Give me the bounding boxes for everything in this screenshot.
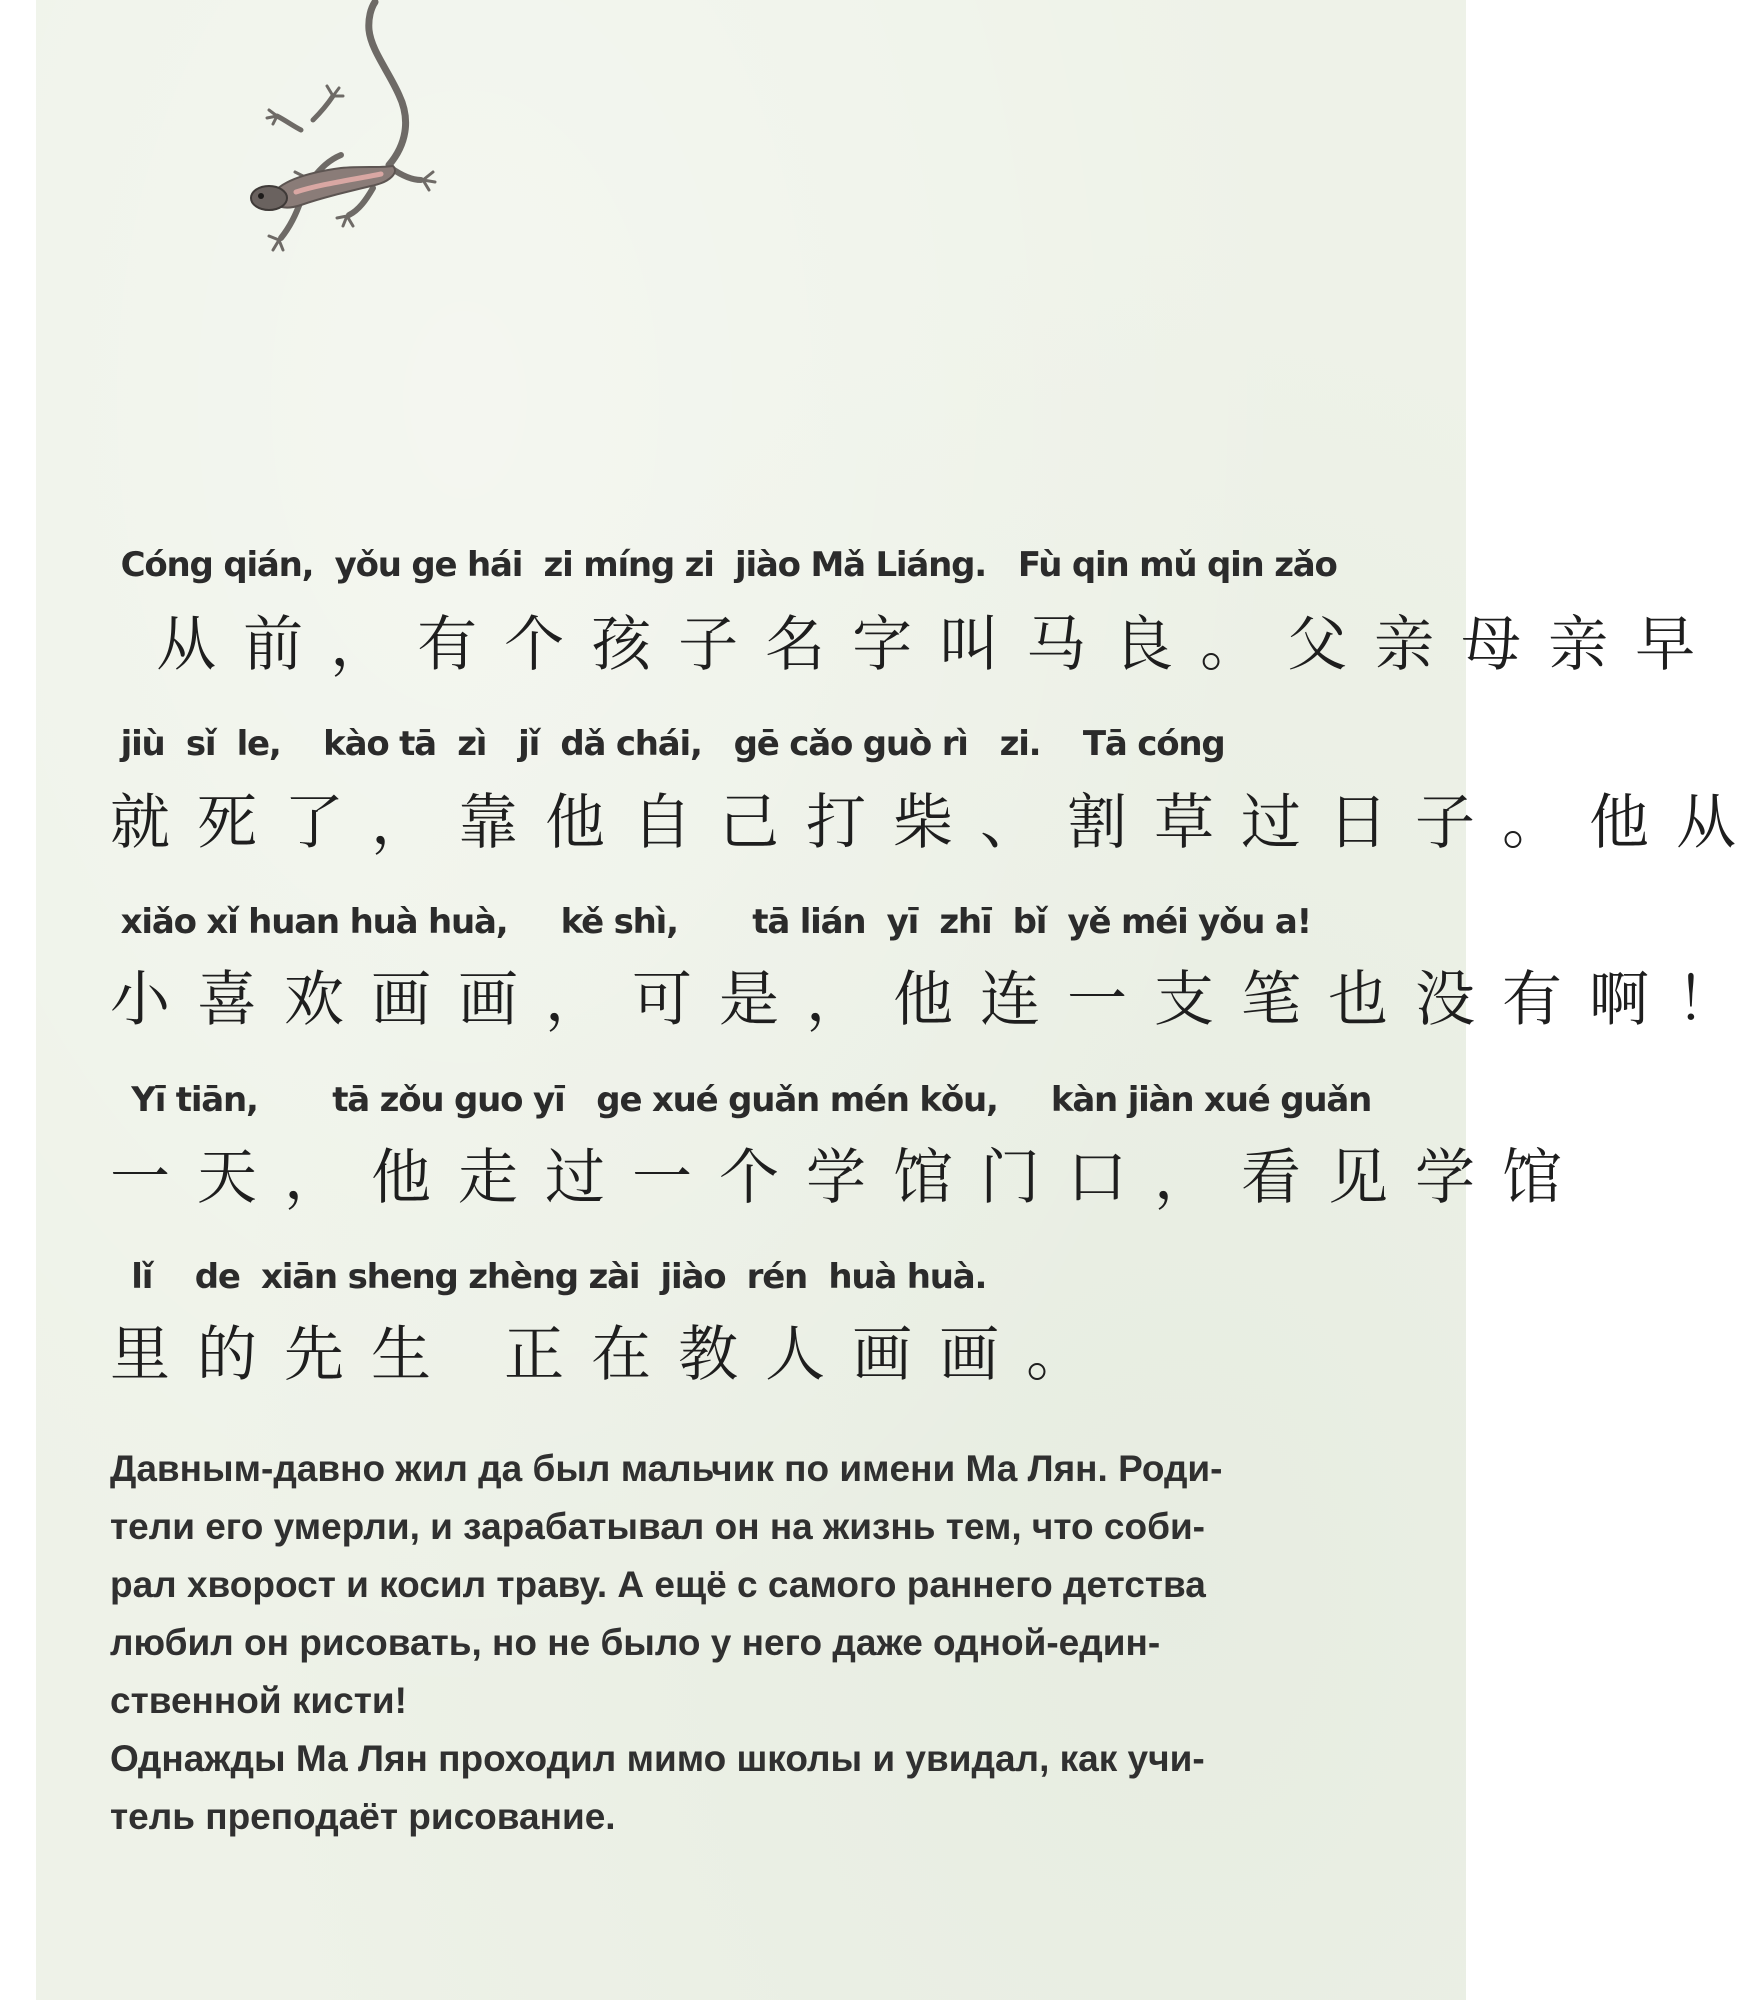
hanzi-line: 就死了，靠他自己打柴、割草过日子。他从 xyxy=(110,788,1763,858)
hanzi-line: 从前，有个孩子名字叫马良。父亲母亲早 xyxy=(110,610,1723,680)
lizard-icon xyxy=(241,0,501,280)
russian-line: рал хворост и косил траву. А ещё с самого раннего детства xyxy=(110,1564,1206,1605)
russian-line: Однажды Ма Лян проходил мимо школы и увидал, как учи- xyxy=(110,1738,1205,1779)
russian-translation xyxy=(110,1440,1470,1846)
russian-line: любил он рисовать, но не было у него даже одной-един- xyxy=(110,1622,1161,1663)
pinyin-line: xiǎo xǐ huan huà huà, kě shì, tā lián yī zhī bǐ yě méi yǒu a! xyxy=(110,902,1311,942)
hanzi-line: 一天，他走过一个学馆门口，看见学馆 xyxy=(110,1143,1589,1213)
russian-line: тели его умерли, и зарабатывал он на жизнь тем, что соби- xyxy=(110,1506,1206,1547)
russian-line: ственной кисти! xyxy=(110,1680,407,1721)
russian-line: Давным-давно жил да был мальчик по имени Ма Лян. Роди- xyxy=(110,1448,1223,1489)
book-page xyxy=(36,0,1763,2000)
pinyin-line: lǐ de xiān sheng zhèng zài jiào rén huà huà. xyxy=(110,1257,987,1297)
pinyin-line: Cóng qián, yǒu ge hái zi míng zi jiào Mǎ Liáng. Fù qin mǔ qin zǎo xyxy=(110,545,1337,585)
russian-line: тель преподаёт рисование. xyxy=(110,1796,616,1837)
pinyin-line: Yī tiān, tā zǒu guo yī ge xué guǎn mén kǒu, kàn jiàn xué guǎn xyxy=(110,1080,1372,1120)
hanzi-line: 小喜欢画画，可是，他连一支笔也没有啊！ xyxy=(110,965,1763,1035)
pinyin-line: jiù sǐ le, kào tā zì jǐ dǎ chái, gē cǎo guò rì zi. Tā cóng xyxy=(110,724,1225,764)
hanzi-line: 里的先生 正在教人画画。 xyxy=(110,1320,1114,1390)
